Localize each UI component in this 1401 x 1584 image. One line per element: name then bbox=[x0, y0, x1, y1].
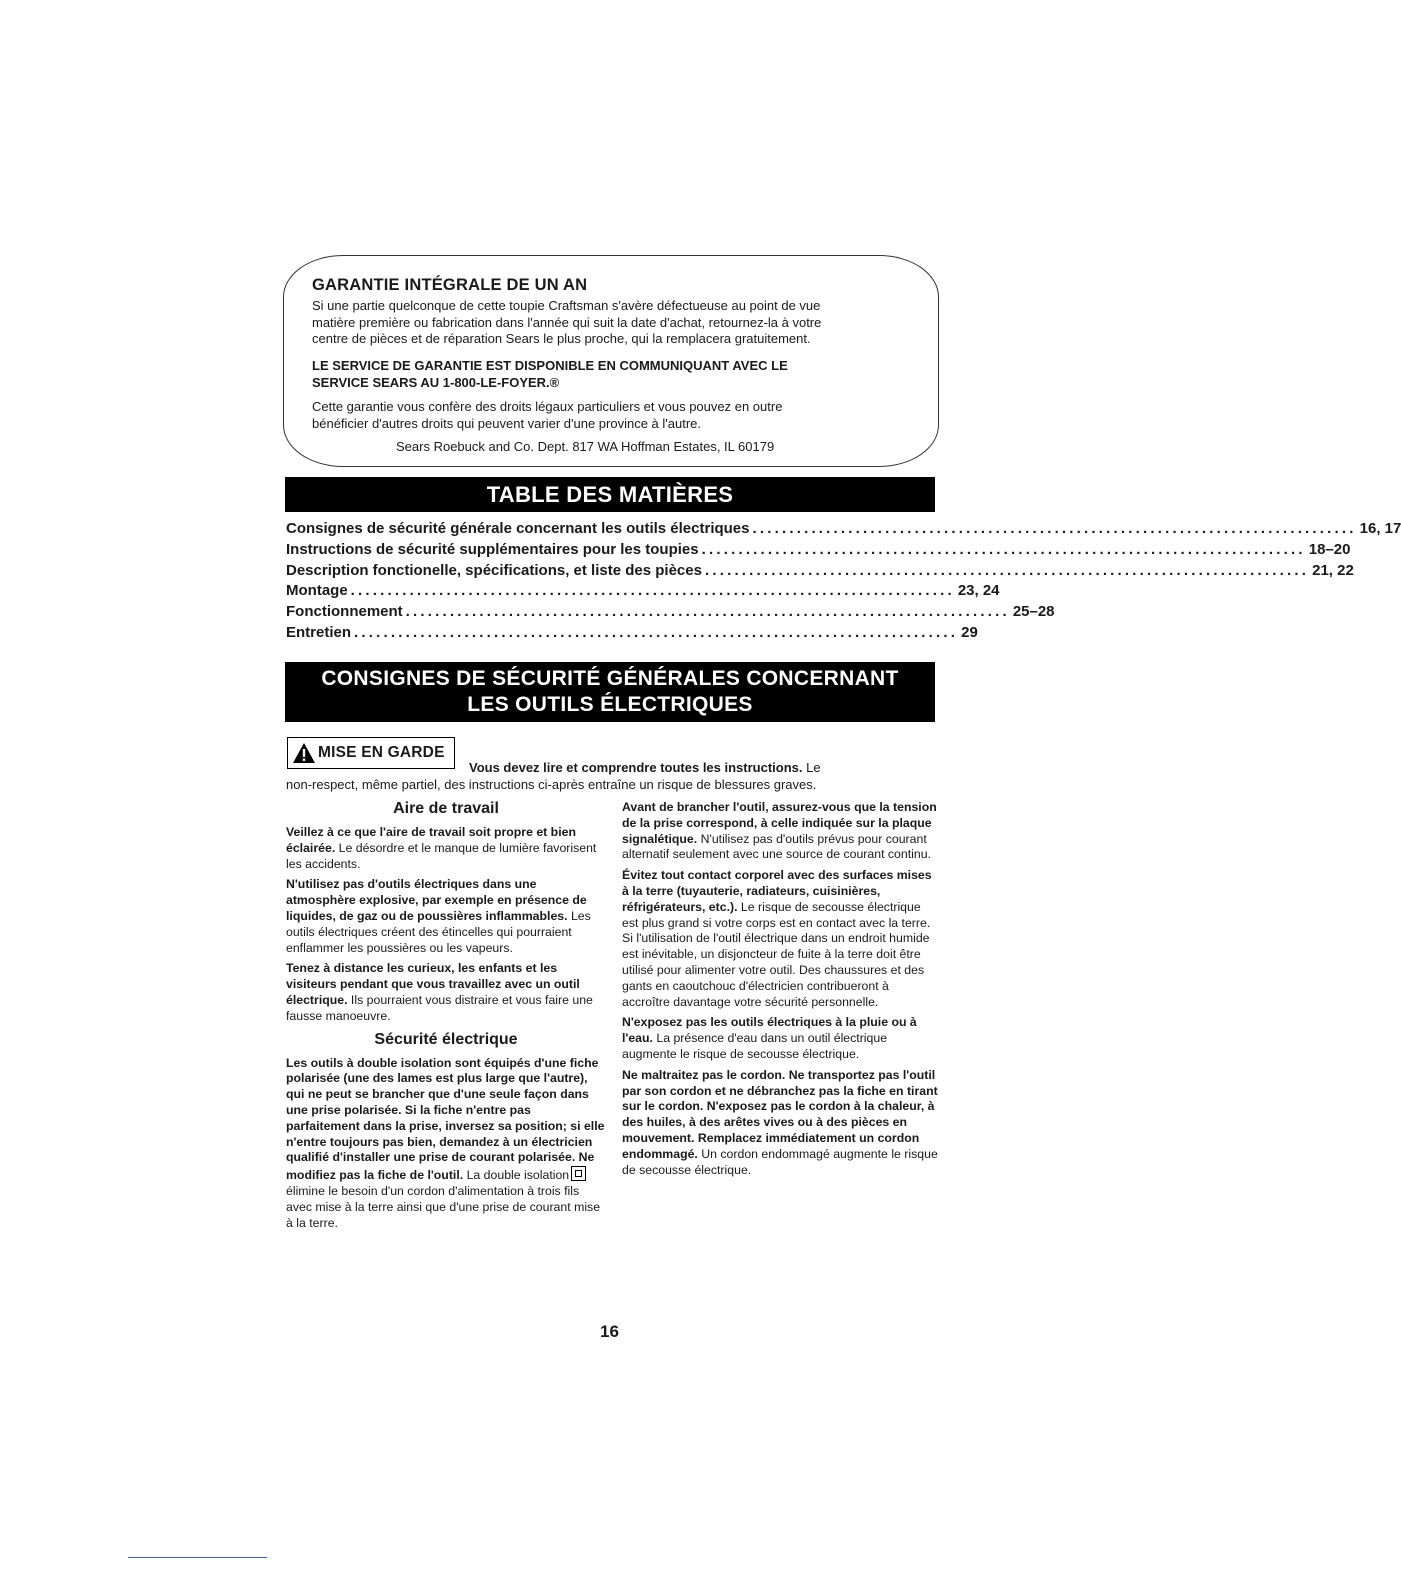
toc-leader: .................................................................................. bbox=[704, 561, 1310, 579]
toc-item[interactable]: Consignes de sécurité générale concernant les outils électriques .................................................................................. 16, 17 bbox=[286, 520, 1401, 537]
warning-triangle-icon bbox=[292, 742, 316, 764]
safety-title-line-2: LES OUTILS ÉLECTRIQUES bbox=[467, 693, 753, 716]
safety-title-line-1: CONSIGNES DE SÉCURITÉ GÉNÉRALES CONCERNANT bbox=[321, 667, 899, 690]
paragraph: Tenez à distance les curieux, les enfants et les visiteurs pendant que vous travaillez avec un outil électrique. Ils pourraient vous distraire et vous faire une fausse manoeuvre. bbox=[286, 961, 593, 1023]
toc-item[interactable]: Fonctionnement .................................................................................. 25–28 bbox=[286, 603, 1055, 621]
toc-title: TABLE DES MATIÈRES bbox=[486, 482, 734, 507]
paragraph: N'exposez pas les outils électriques à la pluie ou à l'eau. La présence d'eau dans un outil électrique augmente le risque de secousse électrique. bbox=[622, 1015, 917, 1061]
safety-banner bbox=[285, 662, 935, 722]
toc-item[interactable]: Description fonctionelle, spécifications, et liste des pièces .................................................................................. 21, 22 bbox=[286, 561, 1354, 579]
left-column bbox=[286, 799, 606, 1236]
paragraph: Évitez tout contact corporel avec des surfaces mises à la terre (tuyauterie, radiateurs, cuisinières, réfrigérateurs, etc.). Le risque de secousse électrique est plus grand si votre corps est en contact avec la terre. Si l'utilisation de l'outil électrique dans un endroit humide est inévitable, un disjoncteur de fuite à la terre doit être utilisé pour alimenter votre outil. Des chaussures et des gants en caoutchouc d'électricien contribueront à accroître davantage votre sécurité personnelle. bbox=[622, 868, 932, 1009]
warning-lead: Vous devez lire et comprendre toutes les instructions. Le bbox=[469, 760, 821, 775]
warranty-service-notice: LE SERVICE DE GARANTIE EST DISPONIBLE EN COMMUNIQUANT AVEC LE SERVICE SEARS AU 1-800-LE-FOYER.® bbox=[312, 358, 788, 390]
table-of-contents bbox=[286, 520, 1401, 645]
double-insulation-icon bbox=[571, 1166, 586, 1181]
warranty-rights-paragraph: Cette garantie vous confère des droits légaux particuliers et vous pouvez en outre bénéficier d'autres droits qui peuvent varier d'une province à l'autre. bbox=[312, 399, 783, 431]
warning-continuation: non-respect, même partiel, des instructions ci-après entraîne un risque de blessures graves. bbox=[286, 777, 817, 792]
warning-label bbox=[287, 737, 455, 769]
warning-label-text: MISE EN GARDE bbox=[318, 744, 445, 761]
paragraph: Veillez à ce que l'aire de travail soit propre et bien éclairée. Le désordre et le manque de lumière favorisent les accidents. bbox=[286, 825, 597, 871]
paragraph: Avant de brancher l'outil, assurez-vous que la tension de la prise correspond, à celle indiquée sur la plaque signalétique. N'utilisez pas d'outils prévus pour courant alternatif seulement avec une source de courant continu. bbox=[622, 800, 937, 862]
toc-leader: .................................................................................. bbox=[701, 540, 1306, 558]
paragraph: Les outils à double isolation sont équipés d'une fiche polarisée (une des lames est plus large que l'autre), qui ne peut se brancher que d'une seule façon dans une prise polarisée. Si la fiche n'entre pas parfaitement dans la prise, inversez sa position; si elle n'entre toujours pas bien, demandez à un électricien qualifié d'installer une prise de courant polarisée. Ne modifiez pas la fiche de l'outil. La double isolationélimine le besoin d'un cordon d'alimentation à trois fils avec mise à la terre ainsi que d'une prise de courant mise à la terre. bbox=[286, 1055, 605, 1230]
paragraph: N'utilisez pas d'outils électriques dans une atmosphère explosive, par exemple en présence de liquides, de gaz ou de poussières inflammables. Les outils électriques créent des étincelles qui pourraient enflammer les poussières ou les vapeurs. bbox=[286, 877, 591, 955]
toc-leader: .................................................................................. bbox=[350, 582, 955, 600]
warranty-title: GARANTIE INTÉGRALE DE UN AN bbox=[312, 276, 588, 294]
toc-leader: .................................................................................. bbox=[752, 520, 1357, 537]
toc-item[interactable]: Entretien .................................................................................. 29 bbox=[286, 623, 978, 641]
toc-item[interactable]: Instructions de sécurité supplémentaires pour les toupies .................................................................................. 18–20 bbox=[286, 540, 1351, 558]
toc-leader: .................................................................................. bbox=[405, 603, 1010, 621]
toc-banner bbox=[285, 477, 935, 512]
toc-item[interactable]: Montage .................................................................................. 23, 24 bbox=[286, 582, 1000, 600]
heading-work-area: Aire de travail bbox=[393, 800, 499, 817]
warranty-paragraph: Si une partie quelconque de cette toupie Craftsman s'avère défectueuse au point de vue matière première ou fabrication dans l'année qui suit la date d'achat, retournez-la à votre centre de pièces et de réparation Sears le plus proche, qui la remplacera gratuitement. bbox=[312, 298, 822, 346]
warranty-address: Sears Roebuck and Co. Dept. 817 WA Hoffman Estates, IL 60179 bbox=[396, 439, 775, 454]
footer-rule bbox=[128, 1557, 267, 1558]
right-column bbox=[622, 800, 940, 1183]
page-number: 16 bbox=[600, 1322, 619, 1341]
heading-electrical-safety: Sécurité électrique bbox=[374, 1030, 518, 1048]
paragraph: Ne maltraitez pas le cordon. Ne transportez pas l'outil par son cordon et ne débranchez pas la fiche en tirant sur le cordon. N'exposez pas le cordon à la chaleur, à des huiles, à des arêtes vives ou à des pièces en mouvement. Remplacez immédiatement un cordon endommagé. Un cordon endommagé augmente le risque de secousse électrique. bbox=[622, 1067, 938, 1177]
toc-leader: .................................................................................. bbox=[354, 623, 959, 641]
